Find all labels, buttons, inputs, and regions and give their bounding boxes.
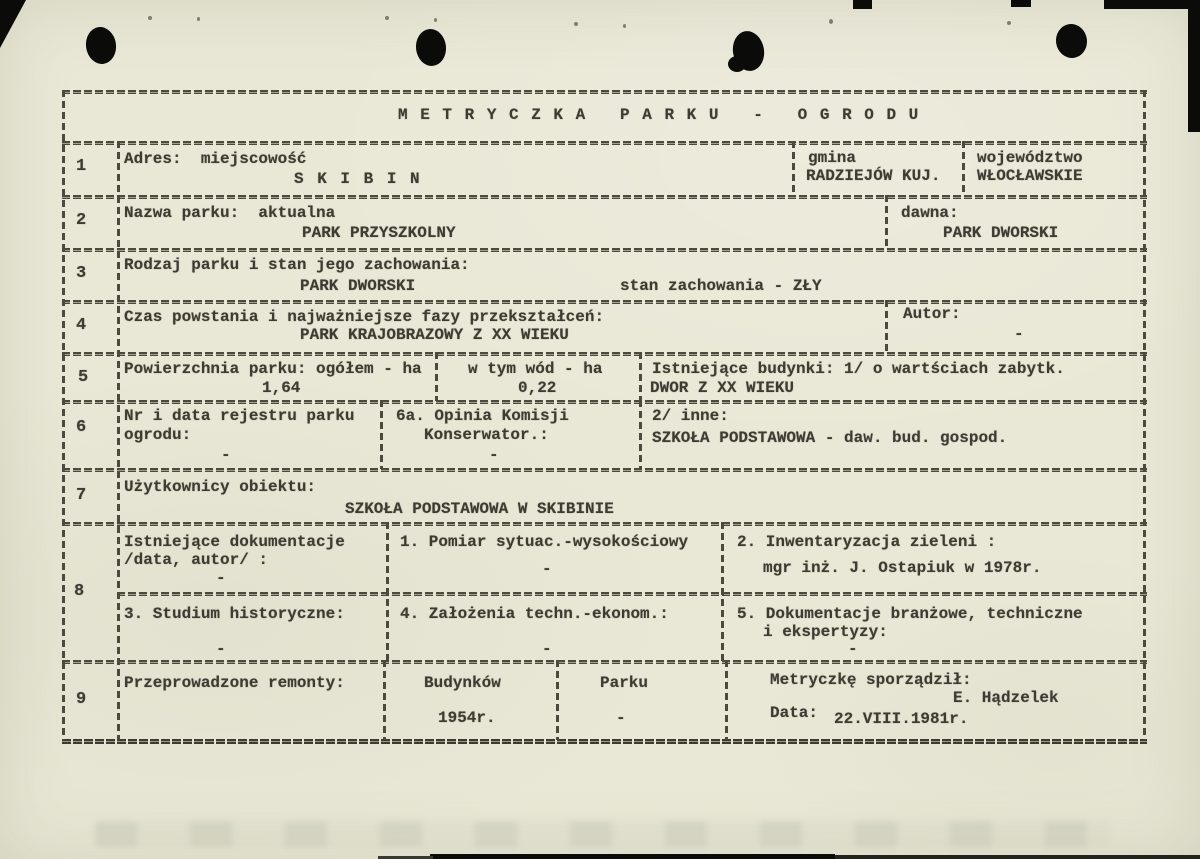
buildings-other-value: SZKOŁA PODSTAWOWA - daw. bud. gospod. (652, 429, 1008, 447)
tech-econ-value: - (542, 640, 552, 658)
cell-rule (725, 660, 728, 740)
table-rule (62, 141, 1147, 145)
commission-opinion-label-line2: Konserwator.: (424, 426, 549, 444)
historical-study-label: 3. Studium historyczne: (124, 605, 345, 623)
cell-rule (383, 660, 386, 740)
date-label: Data: (770, 704, 819, 722)
cell-rule (386, 522, 389, 661)
scan-speck (148, 16, 152, 20)
scan-corner-artifact (0, 0, 26, 48)
condition-value: stan zachowania - ZŁY (620, 277, 822, 295)
row7-number: 7 (76, 486, 87, 505)
area-total-label: Powierzchnia parku: ogółem - ha (124, 360, 422, 378)
gmina-value: RADZIEJÓW KUJ. (806, 167, 941, 185)
historical-study-value: - (216, 640, 226, 658)
buildings-historic-label: Istniejące budynki: 1/ o wartściach zabytk. (652, 360, 1065, 378)
cell-rule (721, 522, 724, 661)
buildings-historic-value: DWOR Z XX WIEKU (650, 379, 795, 397)
table-rule (62, 400, 1147, 404)
scan-edge-artifact (1188, 0, 1200, 132)
row6-number: 6 (76, 418, 87, 437)
table-rule (62, 300, 1147, 304)
registry-value: - (221, 446, 231, 464)
row5-number: 5 (78, 368, 89, 387)
voivodeship-value: WŁOCŁAWSKIE (977, 167, 1083, 185)
area-water-value: 0,22 (518, 379, 557, 397)
date-value: 22.VIII.1981r. (834, 710, 969, 728)
scan-bottom-edge (430, 854, 835, 859)
punch-hole (414, 28, 448, 68)
greenery-inventory-value: mgr inż. J. Ostapiuk w 1978r. (763, 559, 1042, 577)
author-value: - (1014, 325, 1024, 343)
cell-rule (556, 660, 559, 740)
scan-speck (574, 22, 578, 26)
cell-rule (962, 141, 965, 196)
commission-opinion-value: - (489, 446, 499, 464)
cell-rule (639, 400, 642, 469)
address-value: S K I B I N (294, 170, 422, 188)
scan-speck (385, 16, 389, 20)
renovations-park-label: Parku (600, 674, 649, 692)
table-rule (62, 352, 1147, 356)
cell-rule (435, 352, 438, 401)
scan-speck (623, 24, 626, 28)
park-name-label: Nazwa parku: aktualna (124, 204, 336, 222)
reverse-side-bleedthrough (95, 821, 1110, 847)
punch-hole (1054, 22, 1089, 60)
park-name-former-label: dawna: (901, 204, 959, 222)
branch-docs-label-line2: i ekspertyzy: (763, 623, 888, 641)
cell-rule (885, 195, 888, 249)
documentation-value: - (216, 569, 226, 587)
renovations-buildings-value: 1954r. (438, 709, 496, 727)
tech-econ-label: 4. Założenia techn.-ekonom.: (400, 605, 669, 623)
row1-number: 1 (76, 157, 87, 176)
scan-edge-artifact (1104, 0, 1200, 9)
renovations-label: Przeprowadzone remonty: (124, 674, 345, 692)
number-column-rule (117, 141, 120, 740)
scan-edge-artifact (1011, 0, 1031, 7)
cell-rule (639, 352, 642, 401)
form-title: M E T R Y C Z K A P A R K U - O G R O D U (398, 106, 920, 124)
table-border-right (1143, 90, 1146, 740)
commission-opinion-label-line1: 6a. Opinia Komisji (396, 407, 569, 425)
address-label: Adres: miejscowość (124, 150, 307, 168)
gmina-label: gmina (808, 149, 857, 167)
park-type-label: Rodzaj parku i stan jego zachowania: (124, 256, 470, 274)
branch-docs-value: - (848, 640, 858, 658)
origin-value: PARK KRAJOBRAZOWY Z XX WIEKU (300, 326, 569, 344)
voivodeship-label: województwo (977, 149, 1083, 167)
row4-number: 4 (76, 316, 87, 335)
punch-hole (84, 25, 119, 66)
row2-number: 2 (76, 211, 87, 230)
scan-speck (1007, 21, 1011, 25)
park-type-value: PARK DWORSKI (300, 277, 416, 295)
table-border-top (62, 90, 1147, 94)
area-water-label: w tym wód - ha (468, 360, 603, 378)
cell-rule (885, 300, 888, 353)
area-total-value: 1,64 (262, 379, 301, 397)
renovations-park-value: - (616, 709, 626, 727)
documentation-label-line1: Istniejące dokumentacje (124, 533, 345, 551)
table-rule (62, 660, 1147, 664)
table-rule (117, 592, 1147, 596)
author-label: Autor: (903, 305, 961, 323)
scan-speck (197, 17, 200, 21)
documentation-label-line2: /data, autor/ : (124, 551, 269, 569)
scan-speck (434, 18, 437, 22)
scan-bottom-edge (835, 855, 1200, 859)
renovations-buildings-label: Budynków (424, 674, 501, 692)
buildings-other-label: 2/ inne: (652, 407, 729, 425)
park-name-current-value: PARK PRZYSZKOLNY (302, 224, 456, 242)
cell-rule (380, 400, 383, 469)
prepared-by-label: Metryczkę sporządził: (770, 671, 972, 689)
table-rule (62, 522, 1147, 526)
users-value: SZKOŁA PODSTAWOWA W SKIBINIE (345, 500, 614, 518)
cell-rule (792, 141, 795, 196)
table-rule (62, 248, 1147, 252)
survey-label: 1. Pomiar sytuac.-wysokościowy (400, 533, 689, 551)
scan-edge-artifact (853, 0, 872, 9)
park-name-former-value: PARK DWORSKI (943, 224, 1059, 242)
table-rule (62, 468, 1147, 472)
origin-label: Czas powstania i najważniejsze fazy przekształceń: (124, 308, 605, 326)
branch-docs-label-line1: 5. Dokumentacje branżowe, techniczne (737, 605, 1083, 623)
registry-label-line2: ogrodu: (124, 426, 192, 444)
row8-number: 8 (74, 582, 85, 601)
table-border-left (62, 90, 65, 740)
registry-label-line1: Nr i data rejestru parku (124, 407, 355, 425)
row9-number: 9 (76, 690, 87, 709)
table-rule (62, 195, 1147, 199)
punch-hole (728, 56, 746, 72)
prepared-by-name: E. Hądzelek (953, 689, 1059, 707)
greenery-inventory-label: 2. Inwentaryzacja zieleni : (737, 533, 997, 551)
survey-value: - (542, 560, 552, 578)
table-border-bottom (62, 739, 1147, 744)
users-label: Użytkownicy obiektu: (124, 478, 317, 496)
row3-number: 3 (76, 264, 87, 283)
scan-speck (829, 19, 833, 24)
